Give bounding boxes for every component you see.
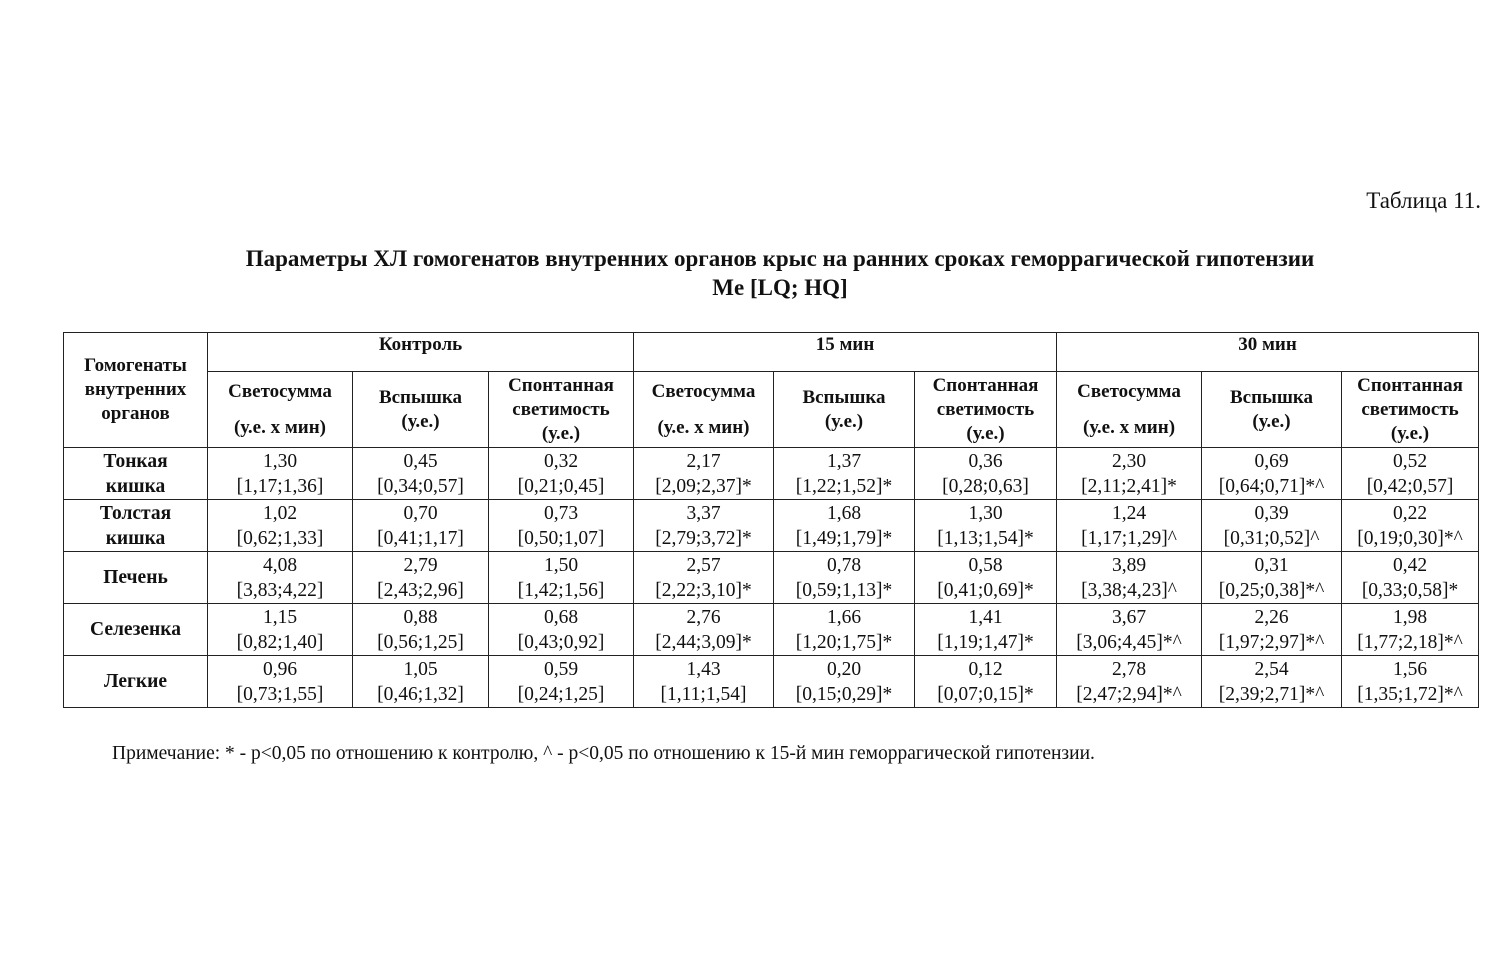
- median-value: 3,67: [1111, 606, 1147, 628]
- value-cell: [1057, 604, 1202, 656]
- quartile-range: [1,13;1,54]*: [937, 527, 1034, 549]
- organ-cell: [64, 552, 208, 604]
- median-value: 1,98: [1392, 606, 1428, 628]
- quartile-range: [1,17;1,29]^: [1081, 527, 1177, 549]
- group-header-control: Контроль: [208, 333, 634, 372]
- quartile-range: [3,83;4,22]: [236, 579, 324, 601]
- median-value: 2,76: [686, 606, 721, 628]
- table-title-line-2: Me [LQ; HQ]: [712, 275, 848, 300]
- value-cell: [915, 604, 1057, 656]
- group-header-15min: 15 мин: [634, 333, 1057, 372]
- data-table: [63, 332, 1479, 708]
- organ-name-line: Толстая: [99, 502, 172, 524]
- median-value: 2,78: [1111, 658, 1147, 680]
- quartile-range: [2,43;2,96]: [377, 579, 464, 601]
- median-value: 2,30: [1111, 450, 1147, 472]
- subcolumn-header: [1202, 372, 1342, 448]
- quartile-range: [0,41;0,69]*: [937, 579, 1034, 601]
- value-cell: [1057, 448, 1202, 500]
- value-cell: [353, 500, 489, 552]
- value-cell: [1202, 448, 1342, 500]
- value-cell: [353, 552, 489, 604]
- median-value: 0,70: [403, 502, 438, 524]
- quartile-range: [0,42;0,57]: [1366, 475, 1454, 497]
- median-value: 1,41: [968, 606, 1003, 628]
- value-cell: [353, 604, 489, 656]
- quartile-range: [0,59;1,13]*: [795, 579, 893, 601]
- table-title-line-1: Параметры ХЛ гомогенатов внутренних органов крыс на ранних сроках геморрагической гипотензии: [245, 246, 1315, 271]
- value-cell: [1342, 552, 1479, 604]
- median-value: 1,05: [403, 658, 438, 680]
- value-cell: [1202, 604, 1342, 656]
- value-cell: [1202, 552, 1342, 604]
- value-cell: [1202, 500, 1342, 552]
- value-cell: [1342, 604, 1479, 656]
- value-cell: [208, 656, 353, 708]
- median-value: 2,54: [1254, 658, 1289, 680]
- organ-cell: [64, 500, 208, 552]
- median-value: 2,17: [686, 450, 721, 472]
- subcolumn-header-line: Светосумма: [1077, 380, 1181, 402]
- subcolumn-unit: (у.е. х мин): [657, 416, 750, 438]
- value-cell: [915, 448, 1057, 500]
- subcolumn-header-line: (у.е.): [541, 422, 581, 444]
- quartile-range: [2,39;2,71]*^: [1218, 683, 1325, 705]
- value-cell: [208, 552, 353, 604]
- subcolumn-header-line: светимость: [1361, 398, 1459, 420]
- value-cell: [489, 500, 634, 552]
- quartile-range: [0,46;1,32]: [377, 683, 464, 705]
- subcolumn-header-line: (у.е.): [824, 410, 864, 432]
- table-row: [64, 552, 1479, 604]
- subcolumn-header: [1057, 372, 1202, 448]
- median-value: 0,32: [543, 450, 579, 472]
- value-cell: [634, 500, 774, 552]
- table-title: [60, 244, 1500, 302]
- median-value: 0,78: [826, 554, 862, 576]
- subcolumn-header: [774, 372, 915, 448]
- value-cell: [774, 448, 915, 500]
- value-cell: [634, 604, 774, 656]
- median-value: 1,15: [262, 606, 298, 628]
- quartile-range: [0,56;1,25]: [377, 631, 464, 653]
- value-cell: [1202, 656, 1342, 708]
- quartile-range: [1,17;1,36]: [236, 475, 324, 497]
- subcolumn-header-line: Спонтанная: [932, 374, 1039, 396]
- median-value: 0,20: [826, 658, 862, 680]
- value-cell: [1342, 656, 1479, 708]
- value-cell: [1057, 500, 1202, 552]
- quartile-range: [2,79;3,72]*: [655, 527, 752, 549]
- median-value: 0,22: [1392, 502, 1428, 524]
- subcolumn-header-line: Спонтанная: [1357, 374, 1463, 396]
- value-cell: [1057, 656, 1202, 708]
- median-value: 2,26: [1254, 606, 1289, 628]
- table-body: [64, 448, 1479, 708]
- value-cell: [774, 552, 915, 604]
- median-value: 1,24: [1111, 502, 1147, 524]
- subcolumn-header-line: Светосумма: [228, 380, 332, 402]
- quartile-range: [1,49;1,79]*: [795, 527, 893, 549]
- subcolumn-unit: (у.е. х мин): [233, 416, 327, 438]
- subcolumn-header: [634, 372, 774, 448]
- table-row: [64, 656, 1479, 708]
- organ-name-line: Тонкая: [103, 450, 168, 472]
- organ-cell: [64, 448, 208, 500]
- median-value: 0,52: [1392, 450, 1428, 472]
- median-value: 0,73: [543, 502, 579, 524]
- subcolumn-header-line: (у.е.): [401, 410, 440, 432]
- value-cell: [1342, 448, 1479, 500]
- median-value: 0,88: [403, 606, 438, 628]
- quartile-range: [0,34;0,57]: [377, 475, 464, 497]
- quartile-range: [0,15;0,29]*: [795, 683, 893, 705]
- quartile-range: [2,47;2,94]*^: [1076, 683, 1182, 705]
- median-value: 2,57: [686, 554, 721, 576]
- value-cell: [489, 552, 634, 604]
- organ-cell: [64, 656, 208, 708]
- median-value: 0,58: [968, 554, 1003, 576]
- median-value: 3,89: [1111, 554, 1147, 576]
- value-cell: [489, 448, 634, 500]
- subcolumn-unit: (у.е. х мин): [1083, 416, 1176, 438]
- median-value: 0,96: [262, 658, 298, 680]
- median-value: 1,68: [826, 502, 862, 524]
- median-value: 4,08: [262, 554, 298, 576]
- quartile-range: [0,07;0,15]*: [937, 683, 1034, 705]
- quartile-range: [2,11;2,41]*: [1081, 475, 1177, 497]
- quartile-range: [0,41;1,17]: [377, 527, 464, 549]
- value-cell: [774, 500, 915, 552]
- organ-name-line: кишка: [105, 475, 166, 497]
- median-value: 0,42: [1392, 554, 1428, 576]
- median-value: 1,37: [826, 450, 862, 472]
- value-cell: [208, 448, 353, 500]
- organ-name-line: Селезенка: [90, 619, 181, 640]
- row-header-line: органов: [101, 403, 170, 424]
- median-value: 1,30: [262, 450, 298, 472]
- subcolumn-header: [915, 372, 1057, 448]
- quartile-range: [0,25;0,38]*^: [1218, 579, 1325, 601]
- median-value: 1,43: [686, 658, 721, 680]
- value-cell: [915, 656, 1057, 708]
- quartile-range: [3,38;4,23]^: [1081, 579, 1177, 601]
- subcolumn-header-line: (у.е.): [966, 422, 1005, 444]
- quartile-range: [0,82;1,40]: [236, 631, 324, 653]
- subcolumn-header-line: Светосумма: [651, 380, 756, 402]
- median-value: 0,36: [968, 450, 1003, 472]
- subcolumn-header: [208, 372, 353, 448]
- value-cell: [1057, 552, 1202, 604]
- median-value: 1,50: [543, 554, 579, 576]
- subcolumn-header-line: Спонтанная: [508, 374, 614, 396]
- median-value: 1,02: [262, 502, 298, 524]
- organ-name-line: Печень: [103, 567, 168, 588]
- row-header-cell: [64, 333, 208, 448]
- value-cell: [489, 604, 634, 656]
- subcolumn-header-line: светимость: [936, 398, 1035, 420]
- group-header-30min: 30 мин: [1057, 333, 1479, 372]
- header-group-row: [64, 333, 1479, 372]
- subcolumn-header-line: (у.е.): [1252, 410, 1291, 432]
- value-cell: [634, 656, 774, 708]
- value-cell: [489, 656, 634, 708]
- quartile-range: [0,50;1,07]: [517, 527, 605, 549]
- median-value: 1,56: [1392, 658, 1428, 680]
- value-cell: [634, 448, 774, 500]
- value-cell: [1342, 500, 1479, 552]
- median-value: 0,39: [1254, 502, 1289, 524]
- median-value: 0,69: [1254, 450, 1289, 472]
- quartile-range: [2,09;2,37]*: [655, 475, 752, 497]
- value-cell: [208, 604, 353, 656]
- quartile-range: [0,19;0,30]*^: [1357, 527, 1463, 549]
- quartile-range: [0,43;0,92]: [517, 631, 605, 653]
- quartile-range: [1,20;1,75]*: [795, 631, 893, 653]
- subcolumn-header-line: Вспышка: [802, 386, 886, 408]
- value-cell: [208, 500, 353, 552]
- value-cell: [915, 500, 1057, 552]
- subcolumn-header: [1342, 372, 1479, 448]
- median-value: 0,68: [543, 606, 579, 628]
- subcolumn-header: [353, 372, 489, 448]
- median-value: 2,79: [403, 554, 438, 576]
- quartile-range: [0,62;1,33]: [236, 527, 324, 549]
- subcolumn-header: [489, 372, 634, 448]
- median-value: 0,45: [403, 450, 438, 472]
- table-row: [64, 500, 1479, 552]
- header-subcolumn-row: [64, 372, 1479, 448]
- value-cell: [774, 656, 915, 708]
- subcolumn-header-line: (у.е.): [1390, 422, 1430, 444]
- row-header-line: Гомогенаты: [84, 355, 187, 376]
- quartile-range: [0,28;0,63]: [942, 475, 1029, 497]
- table-row: [64, 604, 1479, 656]
- quartile-range: [0,73;1,55]: [236, 683, 324, 705]
- median-value: 1,66: [826, 606, 862, 628]
- organ-cell: [64, 604, 208, 656]
- subcolumn-header-line: Вспышка: [1229, 386, 1314, 408]
- quartile-range: [0,64;0,71]*^: [1218, 475, 1325, 497]
- quartile-range: [1,42;1,56]: [517, 579, 605, 601]
- value-cell: [774, 604, 915, 656]
- quartile-range: [1,97;2,97]*^: [1218, 631, 1325, 653]
- quartile-range: [0,31;0,52]^: [1223, 527, 1320, 549]
- median-value: 0,59: [543, 658, 579, 680]
- table-row: [64, 448, 1479, 500]
- value-cell: [634, 552, 774, 604]
- quartile-range: [3,06;4,45]*^: [1076, 631, 1182, 653]
- quartile-range: [0,33;0,58]*: [1361, 579, 1459, 601]
- median-value: 3,37: [686, 502, 721, 524]
- value-cell: [915, 552, 1057, 604]
- median-value: 1,30: [968, 502, 1003, 524]
- table-number-label: Таблица 11.: [1366, 188, 1481, 213]
- value-cell: [353, 656, 489, 708]
- table-footnote: Примечание: * - p<0,05 по отношению к контролю, ^ - p<0,05 по отношению к 15-й мин геморрагической гипотензии.: [112, 743, 1095, 764]
- row-header-line: внутренних: [84, 379, 187, 400]
- quartile-range: [1,35;1,72]*^: [1357, 683, 1463, 705]
- subcolumn-header-line: светимость: [512, 398, 610, 420]
- quartile-range: [0,24;1,25]: [517, 683, 605, 705]
- quartile-range: [1,22;1,52]*: [795, 475, 893, 497]
- value-cell: [353, 448, 489, 500]
- quartile-range: [1,19;1,47]*: [937, 631, 1034, 653]
- quartile-range: [1,11;1,54]: [660, 683, 747, 705]
- organ-name-line: кишка: [105, 527, 166, 549]
- quartile-range: [2,22;3,10]*: [655, 579, 752, 601]
- quartile-range: [0,21;0,45]: [517, 475, 605, 497]
- quartile-range: [2,44;3,09]*: [655, 631, 752, 653]
- subcolumn-header-line: Вспышка: [378, 386, 463, 408]
- quartile-range: [1,77;2,18]*^: [1357, 631, 1463, 653]
- median-value: 0,12: [968, 658, 1003, 680]
- organ-name-line: Легкие: [103, 671, 168, 692]
- median-value: 0,31: [1254, 554, 1289, 576]
